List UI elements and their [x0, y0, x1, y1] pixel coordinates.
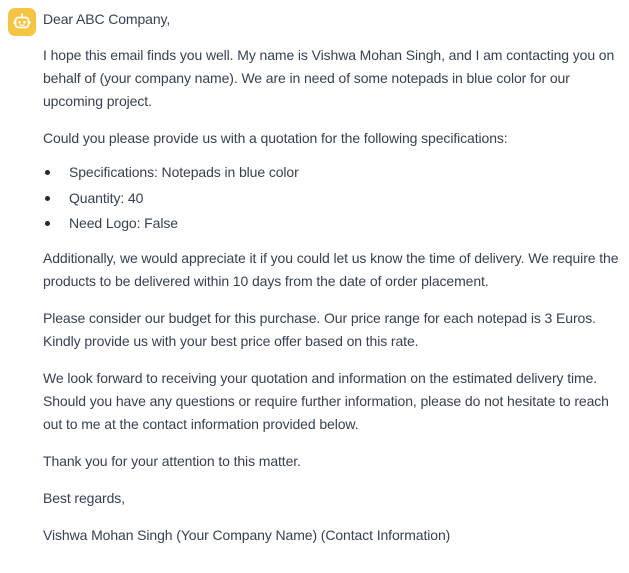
email-request-paragraph: Could you please provide us with a quotation for the following specifications: — [43, 130, 508, 146]
specification-item — [43, 160, 626, 186]
bullet-icon — [45, 221, 50, 226]
quantity-item — [43, 186, 626, 212]
email-body — [43, 8, 626, 547]
email-followup-paragraph: We look forward to receiving your quotation and information on the estimated delivery time. Should you have any questions or require further information, please do not hesitate to reach out to me at the contact information provided below. — [43, 369, 609, 432]
robot-icon — [13, 13, 31, 31]
email-intro-paragraph: I hope this email finds you well. My name is Vishwa Mohan Singh, and I am contacting you on behalf of (your company name). We are in need of some notepads in blue color for our upcoming project. — [43, 47, 615, 109]
email-closing: Best regards, — [43, 489, 125, 506]
assistant-avatar — [8, 8, 36, 36]
email-budget-paragraph: Please consider our budget for this purchase. Our price range for each notepad is 3 Euros. Kindly provide us with your best price offer based on this rate. — [43, 309, 596, 349]
specification-item-label: Specifications: Notepads in blue color — [69, 164, 299, 180]
bullet-icon — [45, 170, 50, 175]
quantity-item-label: Quantity: 40 — [69, 189, 144, 206]
bullet-icon — [45, 196, 50, 201]
email-greeting: Dear ABC Company, — [43, 11, 171, 27]
need-logo-item-label: Need Logo: False — [69, 215, 178, 231]
specification-list — [43, 160, 626, 237]
email-signature: Vishwa Mohan Singh (Your Company Name) (Contact Information) — [43, 526, 451, 543]
email-delivery-paragraph: Additionally, we would appreciate it if you could let us know the time of delivery. We require the products to be delivered within 10 days from the date of order placement. — [43, 249, 619, 289]
need-logo-item — [43, 211, 626, 237]
email-thanks-paragraph: Thank you for your attention to this matter. — [43, 452, 301, 469]
